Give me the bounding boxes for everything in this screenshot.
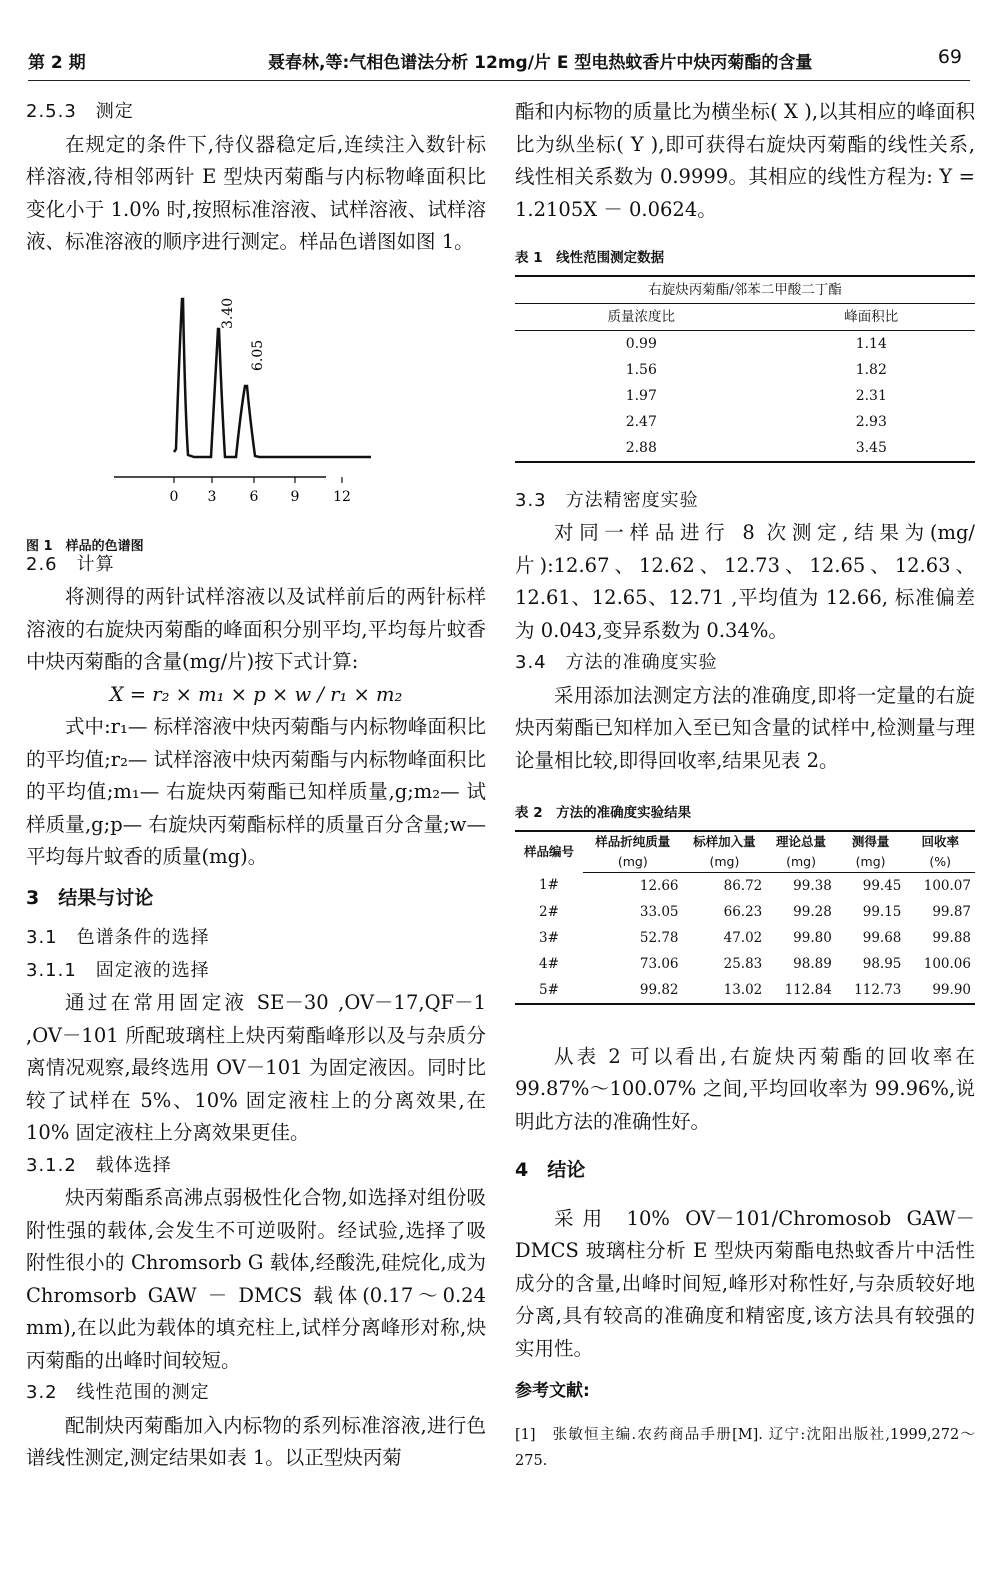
table-cell: 99.80: [793, 929, 832, 946]
table-cell: 12.66: [639, 877, 679, 894]
table-cell: 1.56: [625, 361, 657, 378]
table-2-col-header: 样品编号: [524, 843, 575, 859]
table-row: [515, 951, 975, 977]
running-header: [28, 40, 970, 81]
table-2-col-header: 测得量: [851, 833, 890, 849]
table-2-col-header: 回收率: [921, 833, 959, 849]
left-column: [26, 96, 486, 1475]
running-title: 聂春林,等:气相色谱法分析 12mg/片 E 型电热蚊香片中炔丙菊酯的含量: [268, 53, 813, 73]
peak-label-1: 3.40: [220, 297, 236, 329]
table-cell: 33.05: [639, 903, 679, 920]
table-cell: 98.89: [793, 955, 832, 972]
table-cell: 3#: [539, 929, 559, 946]
section-3-4-title: 3.4 方法的准确度实验: [515, 652, 718, 673]
table-row: [515, 357, 975, 383]
table-cell: 99.45: [862, 877, 902, 894]
table-cell: 5#: [539, 981, 559, 998]
chromatogram: [26, 259, 486, 521]
table-2-discussion: 从表 2 可以看出,右旋炔丙菊酯的回收率在 99.87%～100.07% 之间,平均回收率为 99.96%,说明此方法的准确性好。: [515, 1044, 975, 1133]
table-cell: 2#: [539, 903, 559, 920]
section-3-1-1-text: 通过在常用固定液 SE－30 ,OV－17,QF－1 ,OV－101 所配玻璃柱上炔丙菊酯峰形以及与杂质分离情况观察,最终选用 OV－101 为固定液因。同时比较了试样在 5%、10% 固定液柱上的分离效果,在 10% 固定液柱上分离效果更佳。: [26, 991, 486, 1144]
x-tick-label: 6: [249, 488, 259, 505]
table-cell: 66.23: [723, 903, 763, 920]
table-cell: 2.47: [625, 413, 657, 430]
peak-label-2: 6.05: [250, 339, 266, 371]
table-2-col-header: 理论总量: [776, 833, 827, 849]
table-row: [515, 409, 975, 435]
table-2-unit: (mg): [583, 852, 683, 873]
section-3-2-title: 3.2 线性范围的测定: [26, 1382, 210, 1403]
section-2-6-text: 将测得的两针试样溶液以及试样前后的两针标样溶液的右旋炔丙菊酯的峰面积分别平均,平均每片蚊香中炔丙菊酯的含量(mg/片)按下式计算:: [26, 585, 486, 673]
table-cell: 98.95: [862, 955, 902, 972]
section-4-text: 采用 10% OV－101/Chromosob GAW－DMCS 玻璃柱分析 E 型炔丙菊酯电热蚊香片中活性成分的含量,出峰时间短,峰形对称性好,与杂质较好地分离,具有较高的准确度和精密度,该方法具有较强的实用性。: [515, 1206, 975, 1360]
table-1-col-header: 峰面积比: [768, 303, 975, 330]
table-cell: 99.28: [793, 903, 832, 920]
table-cell: 2.93: [855, 413, 887, 430]
table-cell: 52.78: [639, 929, 679, 946]
figure-1: [26, 259, 486, 554]
section-2-5-3-text: 在规定的条件下,待仪器稳定后,连续注入数针标样溶液,待相邻两针 E 型炔丙菊酯与内标物峰面积比变化小于 1.0% 时,按照标准溶液、试样溶液、试样溶液、标准溶液的顺序进行测定。样品色谱图如图 1。: [26, 132, 486, 253]
table-cell: 86.72: [723, 877, 763, 894]
table-1-caption: 表 1 线性范围测定数据: [515, 250, 665, 266]
table-row: [515, 899, 975, 925]
issue-number: 第 2 期: [28, 53, 86, 73]
table-1: [515, 275, 975, 463]
table-2-unit: (%): [905, 852, 975, 873]
table-cell: 3.45: [855, 439, 887, 456]
table-row: [515, 330, 975, 357]
reference-1: [1] 张敏恒主编.农药商品手册[M]. 辽宁:沈阳出版社,1999,272～275.: [515, 1426, 975, 1469]
table-cell: 99.88: [932, 929, 971, 946]
table-cell: 2.88: [625, 439, 657, 456]
table-cell: 99.90: [932, 981, 971, 998]
table-2: [515, 830, 975, 1005]
section-2-5-3-title: 2.5.3 测定: [26, 101, 134, 122]
table-1-group-header: 右旋炔丙菊酯/邻苯二甲酸二丁酯: [515, 276, 975, 304]
table-2-unit: (mg): [683, 852, 767, 873]
x-tick-label: 3: [207, 488, 217, 505]
section-3-3-text: 对同一样品进行 8 次测定,结果为(mg/片):12.67、12.62、12.73、12.65、12.63、12.61、12.65、12.71 ,平均值为 12.66, 标准偏差为 0.043,变异系数为 0.34%。: [515, 521, 975, 642]
section-3-2-text: 配制炔丙菊酯加入内标物的系列标准溶液,进行色谱线性测定,测定结果如表 1。以正型炔丙菊: [26, 1413, 486, 1469]
table-cell: 1.82: [855, 361, 887, 378]
table-2-caption: 表 2 方法的准确度实验结果: [515, 805, 692, 821]
table-cell: 1.97: [625, 387, 657, 404]
table-row: [515, 925, 975, 951]
table-2-col-header: 样品折纯质量: [595, 833, 671, 849]
section-3-title: 3 结果与讨论: [26, 886, 154, 909]
table-cell: 100.06: [923, 955, 971, 972]
table-cell: 99.15: [862, 903, 902, 920]
section-3-1-2-title: 3.1.2 载体选择: [26, 1154, 172, 1176]
right-column: [515, 96, 975, 1474]
table-cell: 47.02: [723, 929, 763, 946]
x-tick-label: 0: [169, 488, 179, 505]
table-cell: 99.87: [932, 903, 971, 920]
table-cell: 0.99: [625, 335, 657, 352]
table-cell: 100.07: [923, 877, 971, 894]
table-2-unit: (mg): [836, 852, 906, 873]
figure-caption: 图 1 样品的色谱图: [26, 539, 144, 554]
x-tick-label: 12: [333, 488, 351, 505]
table-cell: 13.02: [723, 981, 763, 998]
table-cell: 73.06: [639, 955, 679, 972]
table-cell: 112.73: [854, 981, 902, 998]
table-row: [515, 383, 975, 409]
references-title: 参考文献:: [515, 1381, 590, 1401]
table-cell: 99.82: [639, 981, 679, 998]
table-cell: 99.38: [793, 877, 832, 894]
table-row: [515, 435, 975, 462]
table-row: [515, 872, 975, 899]
table-cell: 2.31: [855, 387, 887, 404]
table-2-col-header: 标样加入量: [693, 833, 756, 849]
section-3-1-1-title: 3.1.1 固定液的选择: [26, 959, 210, 981]
chromatogram-trace: [174, 299, 371, 457]
table-cell: 4#: [539, 955, 559, 972]
table-row: [515, 977, 975, 1004]
x-tick-label: 9: [290, 488, 300, 505]
table-2-unit: (mg): [766, 852, 836, 873]
section-3-3-title: 3.3 方法精密度实验: [515, 489, 699, 511]
table-cell: 99.68: [862, 929, 902, 946]
section-3-4-text: 采用添加法测定方法的准确度,即将一定量的右旋炔丙菊酯已知样加入至已知含量的试样中,检测量与理论量相比较,即得回收率,结果见表 2。: [515, 683, 975, 772]
section-3-2-continued: 酯和内标物的质量比为横坐标( X ),以其相应的峰面积比为纵坐标( Y ),即可获得右旋炔丙菊酯的线性关系,线性相关系数为 0.9999。其相应的线性方程为: Y = 1.2105X － 0.0624。: [515, 100, 975, 221]
formula-legend: 式中:r₁— 标样溶液中炔丙菊酯与内标物峰面积比的平均值;r₂— 试样溶液中炔丙菊酯与内标物峰面积比的平均值;m₁— 右旋炔丙菊酯已知样质量,g;m₂— 试样质量,g;p— 右旋炔丙菊酯标样的质量百分含量;w— 平均每片蚊香的质量(mg)。: [26, 715, 486, 868]
section-3-1-title: 3.1 色谱条件的选择: [26, 927, 210, 948]
section-3-1-2-text: 炔丙菊酯系高沸点弱极性化合物,如选择对组份吸附性强的载体,会发生不可逆吸附。经试验,选择了吸附性很小的 Chromsorb G 载体,经酸洗,硅烷化,成为 Chromsorb GAW － DMCS 载体(0.17～0.24 mm),在以此为载体的填充柱上,试样分离峰形对称,炔丙菊酯的出峰时间较短。: [26, 1186, 486, 1372]
table-cell: 112.84: [784, 981, 832, 998]
table-cell: 1#: [539, 877, 559, 894]
table-1-col-header: 质量浓度比: [515, 303, 768, 330]
table-cell: 25.83: [723, 955, 763, 972]
page-number: 69: [937, 46, 962, 68]
section-4-title: 4 结论: [515, 1159, 586, 1181]
table-cell: 1.14: [855, 335, 887, 352]
formula: X = r₂ × m₁ × p × w / r₁ × m₂: [109, 682, 403, 706]
section-2-6-title: 2.6 计算: [26, 553, 115, 575]
